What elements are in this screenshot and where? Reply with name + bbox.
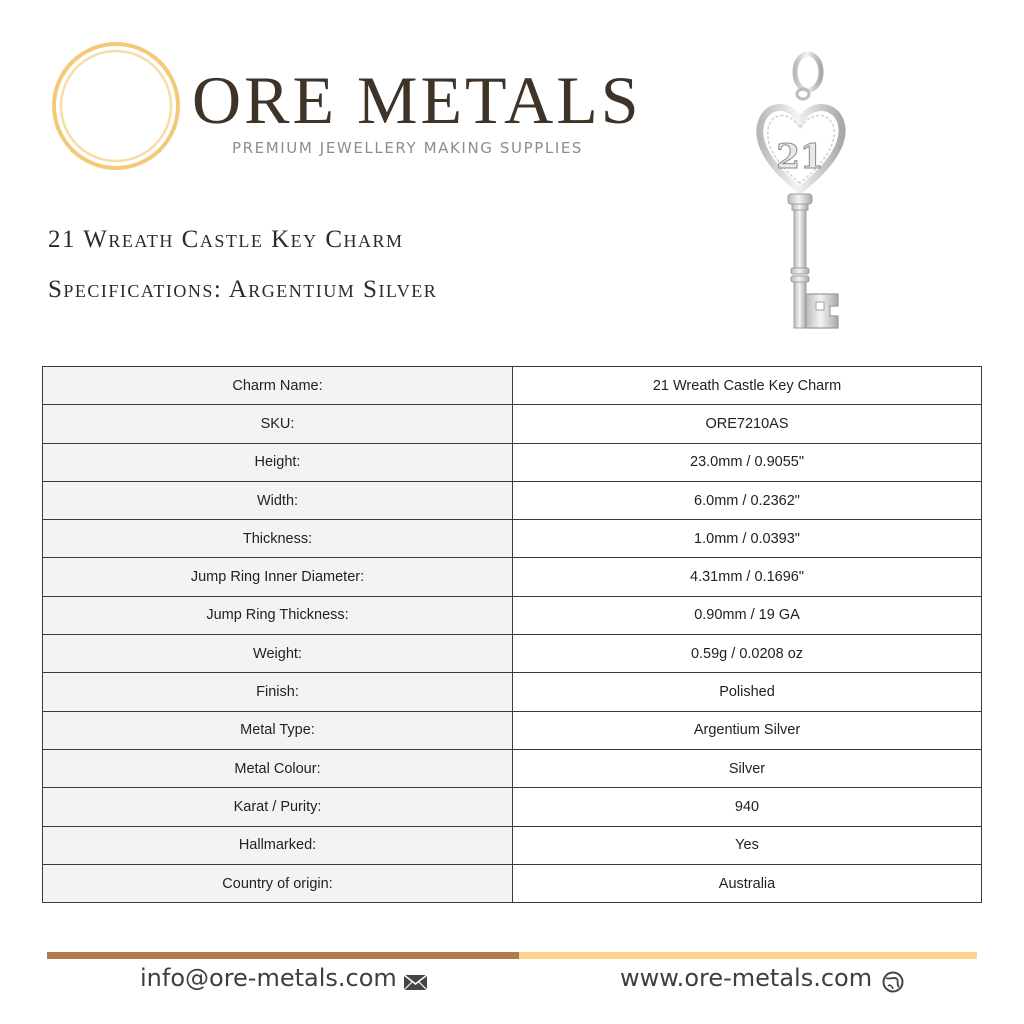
spec-value: Australia bbox=[513, 864, 982, 902]
spec-label: Metal Type: bbox=[43, 711, 513, 749]
spec-row bbox=[43, 711, 982, 749]
spec-row bbox=[43, 673, 982, 711]
specifications-table bbox=[42, 366, 982, 903]
product-title: 21 Wreath Castle Key Charm bbox=[48, 226, 404, 253]
spec-row bbox=[43, 443, 982, 481]
spec-label: Weight: bbox=[43, 635, 513, 673]
charm-digits: 21 bbox=[776, 137, 824, 177]
footer-bar-gold bbox=[519, 952, 977, 959]
contact-website-link[interactable]: www.ore-metals.com bbox=[620, 964, 873, 992]
spec-row bbox=[43, 481, 982, 519]
spec-row bbox=[43, 635, 982, 673]
spec-label: SKU: bbox=[43, 405, 513, 443]
envelope-icon bbox=[403, 974, 428, 991]
spec-row bbox=[43, 864, 982, 902]
spec-label: Metal Colour: bbox=[43, 749, 513, 787]
spec-label: Hallmarked: bbox=[43, 826, 513, 864]
spec-row bbox=[43, 367, 982, 405]
spec-label: Width: bbox=[43, 481, 513, 519]
spec-label: Thickness: bbox=[43, 520, 513, 558]
spec-value: 6.0mm / 0.2362" bbox=[513, 481, 982, 519]
spec-label: Jump Ring Inner Diameter: bbox=[43, 558, 513, 596]
brand-tagline: PREMIUM JEWELLERY MAKING SUPPLIES bbox=[232, 139, 584, 157]
footer-bar-brown bbox=[47, 952, 519, 959]
brand-name: ORE METALS bbox=[192, 62, 642, 138]
spec-value: 940 bbox=[513, 788, 982, 826]
spec-value: 23.0mm / 0.9055" bbox=[513, 443, 982, 481]
spec-row bbox=[43, 749, 982, 787]
spec-label: Karat / Purity: bbox=[43, 788, 513, 826]
spec-value: Polished bbox=[513, 673, 982, 711]
spec-row bbox=[43, 596, 982, 634]
spec-value: 4.31mm / 0.1696" bbox=[513, 558, 982, 596]
spec-value: 1.0mm / 0.0393" bbox=[513, 520, 982, 558]
logo-ring-icon bbox=[50, 40, 182, 172]
spec-value: Yes bbox=[513, 826, 982, 864]
spec-label: Charm Name: bbox=[43, 367, 513, 405]
spec-value: 0.90mm / 19 GA bbox=[513, 596, 982, 634]
globe-icon bbox=[882, 971, 904, 993]
spec-label: Jump Ring Thickness: bbox=[43, 596, 513, 634]
spec-value: Argentium Silver bbox=[513, 711, 982, 749]
spec-label: Height: bbox=[43, 443, 513, 481]
key-charm-image bbox=[748, 50, 852, 340]
spec-label: Country of origin: bbox=[43, 864, 513, 902]
contact-email-link[interactable]: info@ore-metals.com bbox=[140, 964, 397, 992]
spec-row bbox=[43, 520, 982, 558]
spec-value: Silver bbox=[513, 749, 982, 787]
spec-row bbox=[43, 788, 982, 826]
spec-row bbox=[43, 558, 982, 596]
spec-value: ORE7210AS bbox=[513, 405, 982, 443]
spec-row bbox=[43, 826, 982, 864]
spec-value: 0.59g / 0.0208 oz bbox=[513, 635, 982, 673]
product-specifications-heading: Specifications: Argentium Silver bbox=[48, 276, 438, 303]
spec-value: 21 Wreath Castle Key Charm bbox=[513, 367, 982, 405]
spec-label: Finish: bbox=[43, 673, 513, 711]
spec-row bbox=[43, 405, 982, 443]
